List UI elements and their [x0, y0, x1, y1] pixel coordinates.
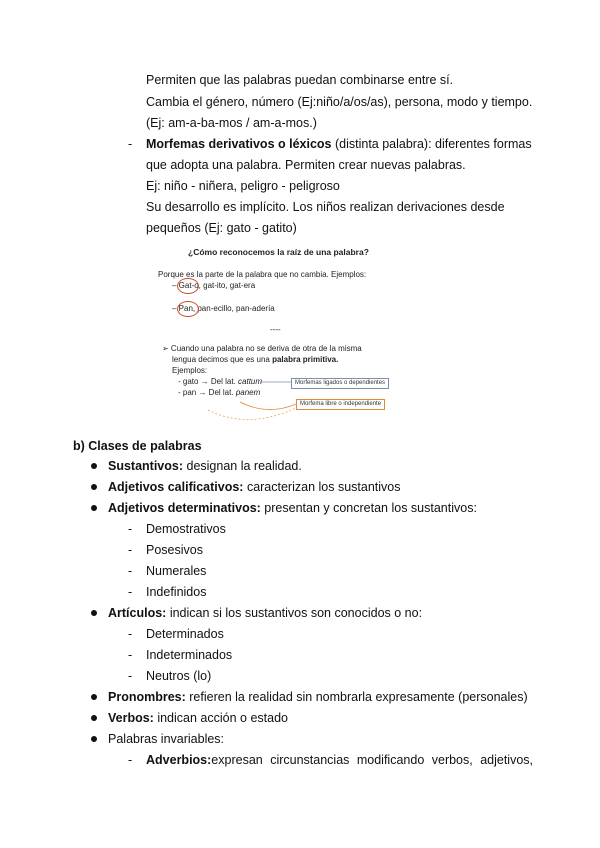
text-articulos: indican si los sustantivos son conocidos o no:	[166, 606, 423, 620]
derivativos-line-5: pequeños (Ej: gato - gatito)	[146, 221, 297, 235]
bullet-icon	[91, 715, 97, 721]
figure-arrow-text: lengua decimos que es una	[172, 355, 273, 364]
derivativos-text: (distinta palabra): diferentes formas	[331, 137, 532, 151]
text-adj-calificativos: caracterizan los sustantivos	[243, 480, 401, 494]
figure-gato-latin: cattum	[238, 377, 263, 386]
intro-line-2: Cambia el género, número (Ej:niño/a/os/as), persona, modo y tiempo.	[146, 95, 533, 109]
figure-line-1: Porque es la parte de la palabra que no cambia. Ejemplos:	[158, 270, 367, 279]
sub-item-indefinidos: Indefinidos	[146, 585, 207, 599]
bullet-icon	[91, 463, 97, 469]
derivativos-term: Morfemas derivativos o léxicos	[146, 137, 332, 151]
figure-primitive-term: palabra primitiva.	[272, 355, 339, 364]
item-articulos	[108, 605, 422, 621]
text-sustantivos: designan la realidad.	[183, 459, 302, 473]
figure-pan-latin: panem	[235, 388, 261, 397]
figure-arrow-line-1: ➢ Cuando una palabra no se deriva de otra de la misma	[162, 344, 362, 353]
sub-item-neutros: Neutros (lo)	[146, 669, 212, 683]
dash-marker: -	[128, 585, 133, 599]
dash-marker: -	[128, 564, 133, 578]
item-invariables: Palabras invariables:	[108, 732, 225, 746]
dash-marker: -	[128, 543, 133, 557]
sub-item-indeterminados: Indeterminados	[146, 648, 233, 662]
item-adj-calificativos	[108, 479, 400, 495]
section-heading: b) Clases de palabras	[73, 439, 202, 453]
text-pronombres: refieren la realidad sin nombrarla expresamente (personales)	[185, 690, 528, 704]
sub-item-determinados: Determinados	[146, 627, 224, 641]
figure-example-1: – Gat-o, gat-ito, gat-era	[172, 281, 256, 290]
dash-marker: -	[128, 137, 133, 151]
item-adj-determinativos	[108, 500, 477, 516]
item-verbos	[108, 710, 288, 726]
bullet-icon	[91, 484, 97, 490]
figure-label-independent: Morfema libre o independiente	[296, 399, 385, 410]
derivativos-line-3: Ej: niño - niñera, peligro - peligroso	[146, 179, 340, 193]
dash-marker: -	[128, 522, 133, 536]
item-adverbios	[146, 752, 534, 768]
dash-marker: -	[128, 753, 133, 767]
bullet-icon	[91, 694, 97, 700]
term-adj-determinativos: Adjetivos determinativos:	[108, 501, 261, 515]
text-verbos: indican acción o estado	[153, 711, 288, 725]
figure-gato-text: - gato → Del lat.	[178, 377, 239, 386]
term-articulos: Artículos:	[108, 606, 167, 620]
figure-pan-text: - pan → Del lat.	[178, 388, 236, 397]
term-sustantivos: Sustantivos:	[108, 459, 184, 473]
item-pronombres	[108, 689, 528, 705]
root-word-figure	[148, 240, 394, 428]
term-adj-calificativos: Adjetivos calificativos:	[108, 480, 244, 494]
bullet-icon	[91, 505, 97, 511]
dash-marker: -	[128, 669, 133, 683]
intro-line-1: Permiten que las palabras puedan combinarse entre sí.	[146, 73, 454, 87]
intro-line-3: (Ej: am-a-ba-mos / am-a-mos.)	[146, 116, 317, 130]
figure-example-2: – Pan, pan-ecillo, pan-adería	[172, 304, 275, 313]
figure-connectors	[148, 240, 394, 428]
dash-marker: -	[128, 627, 133, 641]
sub-item-posesivos: Posesivos	[146, 543, 203, 557]
bullet-icon	[91, 736, 97, 742]
figure-label-dependent: Morfemas ligados o dependientes	[291, 378, 389, 389]
term-pronombres: Pronombres:	[108, 690, 186, 704]
sub-item-demostrativos: Demostrativos	[146, 522, 226, 536]
dash-marker: -	[128, 648, 133, 662]
item-sustantivos	[108, 458, 302, 474]
text-adj-determinativos: presentan y concretan los sustantivos:	[260, 501, 477, 515]
term-verbos: Verbos:	[108, 711, 154, 725]
figure-title: ¿Cómo reconocemos la raíz de una palabra?	[188, 247, 369, 257]
derivativos-line-4: Su desarrollo es implícito. Los niños realizan derivaciones desde	[146, 200, 505, 214]
text-adverbios: expresan circunstancias modificando verbos, adjetivos,	[211, 753, 534, 767]
sub-item-numerales: Numerales	[146, 564, 207, 578]
figure-separator: ----	[270, 325, 281, 334]
term-adverbios: Adverbios:	[146, 753, 212, 767]
figure-ejemplos: Ejemplos:	[172, 366, 208, 375]
derivativos-line-1	[146, 136, 532, 152]
derivativos-line-2: que adopta una palabra. Permiten crear nuevas palabras.	[146, 158, 466, 172]
bullet-icon	[91, 610, 97, 616]
